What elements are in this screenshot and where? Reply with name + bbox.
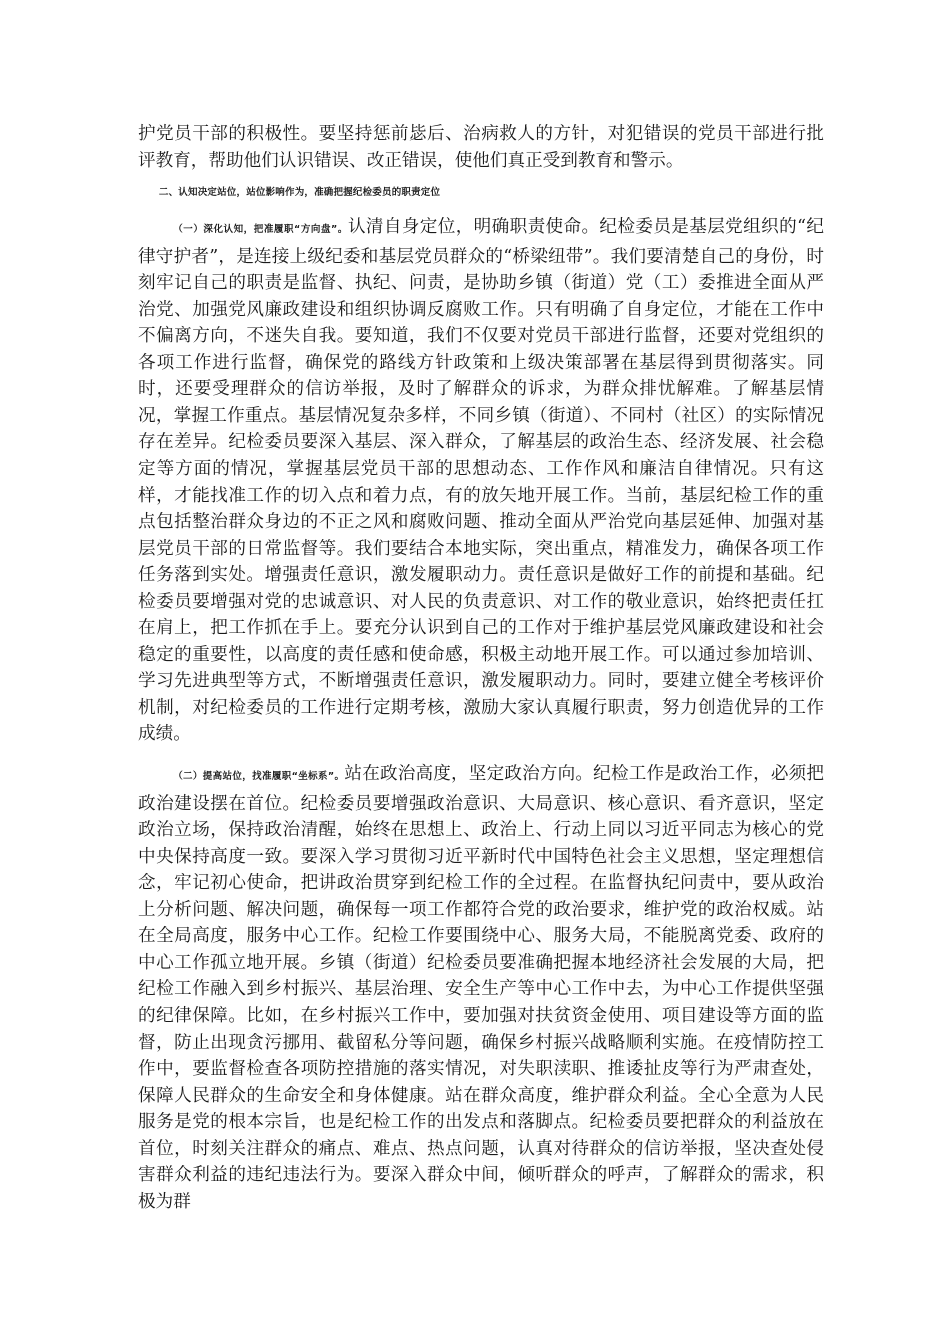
section-heading: 二、认知决定站位，站位影响作为，准确把握纪检委员的职责定位 [158, 187, 441, 199]
section-2-body: 站在政治高度，坚定政治方向。纪检工作是政治工作，必须把政治建设摆在首位。纪检委员要增强政治意识、大局意识、核心意识、看齐意识，坚定政治立场，保持政治清醒，始终在思想上、政治上、行动上同以习近平同志为核心的党中央保持高度一致。要深入学习贯彻习近平新时代中国特色社会主义思想，坚定理想信念，牢记初心使命，把讲政治贯穿到纪检工作的全过程。在监督执纪问责中，要从政治上分析问题、解决问题，确保每一项工作都符合党的政治要求，维护党的政治权威。站在全局高度，服务中心工作。纪检工作要围绕中心、服务大局，不能脱离党委、政府的中心工作孤立地开展。乡镇（街道）纪检委员要准确把握本地经济社会发展的大局，把纪检工作融入到乡村振兴、基层治理、安全生产等中心工作中去，为中心工作提供坚强的纪律保障。比如，在乡村振兴工作中，要加强对扶贫资金使用、项目建设等方面的监督，防止出现贪污挪用、截留私分等问题，确保乡村振兴战略顺利实施。在疫情防控工作中，要监督检查各项防控措施的落实情况，对失职渎职、推诿扯皮等行为严肃查处，保障人民群众的生命安全和身体健康。站在群众高度，维护群众利益。全心全意为人民服务是党的根本宗旨，也是纪检工作的出发点和落脚点。纪检委员要把群众的利益放在首位，时刻关注群众的痛点、难点、热点问题，认真对待群众的信访举报，坚决查处侵害群众利益的违纪违法行为。要深入群众中间，倾听群众的呼声，了解群众的需求，积极为群 [138, 764, 824, 1212]
section-1-lead: （一）深化认知，把准履职“方向盘”。 [173, 224, 348, 236]
document-page [138, 121, 824, 1215]
section-2-lead: （二）提高站位，找准履职“坐标系”。 [173, 771, 345, 783]
section-1-body: 认清自身定位，明确职责使命。纪检委员是基层党组织的“纪律守护者”，是连接上级纪委和基层党员群众的“桥梁纽带”。我们要清楚自己的身份，时刻牢记自己的职责是监督、执纪、问责，是协助乡镇（街道）党（工）委推进全面从严治党、加强党风廉政建设和组织协调反腐败工作。只有明确了自身定位，才能在工作中不偏离方向，不迷失自我。要知道，我们不仅要对党员干部进行监督，还要对党组织的各项工作进行监督，确保党的路线方针政策和上级决策部署在基层得到贯彻落实。同时，还要受理群众的信访举报，及时了解群众的诉求，为群众排忧解难。了解基层情况，掌握工作重点。基层情况复杂多样，不同乡镇（街道）、不同村（社区）的实际情况存在差异。纪检委员要深入基层、深入群众，了解基层的政治生态、经济发展、社会稳定等方面的情况，掌握基层党员干部的思想动态、工作作风和廉洁自律情况。只有这样，才能找准工作的切入点和着力点，有的放矢地开展工作。当前，基层纪检工作的重点包括整治群众身边的不正之风和腐败问题、推动全面从严治党向基层延伸、加强对基层党员干部的日常监督等。我们要结合本地实际，突出重点，精准发力，确保各项工作任务落到实处。增强责任意识，激发履职动力。责任意识是做好工作的前提和基础。纪检委员要增强对党的忠诚意识、对人民的负责意识、对工作的敬业意识，始终把责任扛在肩上，把工作抓在手上。要充分认识到自己的工作对于维护基层党风廉政建设和社会稳定的重要性，以高度的责任感和使命感，积极主动地开展工作。可以通过参加培训、学习先进典型等方式，不断增强责任意识，激发履职动力。同时，要建立健全考核评价机制，对纪检委员的工作进行定期考核，激励大家认真履行职责，努力创造优异的工作成绩。 [138, 217, 824, 745]
intro-paragraph: 护党员干部的积极性。要坚持惩前毖后、治病救人的方针，对犯错误的党员干部进行批评教育，帮助他们认识错误、改正错误，使他们真正受到教育和警示。 [138, 124, 824, 171]
section-1-paragraph [138, 214, 824, 748]
section-2-paragraph [138, 761, 824, 1215]
